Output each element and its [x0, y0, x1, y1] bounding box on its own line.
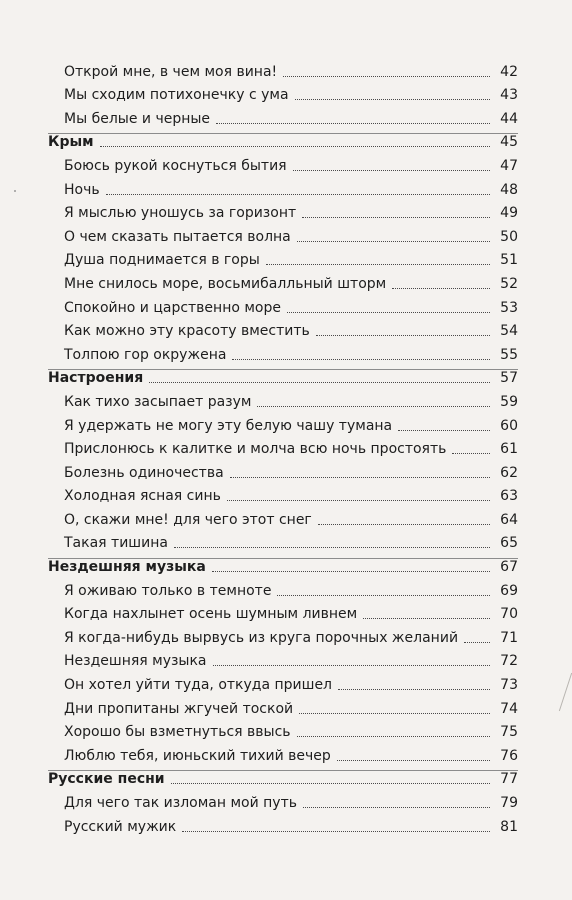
entry-title: Хорошо бы взметнуться ввысь [64, 724, 291, 741]
page-number: 77 [500, 771, 518, 788]
dot-leader [293, 169, 490, 171]
toc-entry [48, 626, 518, 650]
entry-title: Боюсь рукой коснуться бытия [64, 157, 287, 174]
entry-title: Спокойно и царственно море [64, 299, 281, 316]
entry-title: Мы белые и черные [64, 110, 211, 127]
dot-leader [216, 122, 490, 124]
toc-entry [48, 673, 518, 697]
entry-title: Холодная ясная синь [64, 488, 221, 505]
dot-leader [302, 216, 490, 218]
entry-title: Душа поднимается в горы [64, 252, 260, 269]
entry-title: Мне снилось море, восьмибалльный шторм [64, 275, 387, 292]
dot-leader [318, 523, 490, 525]
section-divider [48, 369, 518, 370]
page-number: 67 [500, 559, 518, 576]
dot-leader [452, 452, 490, 454]
section-divider [48, 133, 518, 134]
dot-leader [338, 688, 490, 690]
entry-title: Русский мужик [64, 818, 177, 835]
dot-leader [464, 641, 490, 643]
page-number: 44 [500, 110, 518, 127]
dot-leader [106, 193, 490, 195]
entry-title: О, скажи мне! для чего этот снег [64, 511, 312, 528]
page-number: 61 [500, 441, 518, 458]
toc-entry [48, 154, 518, 178]
toc-entry [48, 225, 518, 249]
entry-title: Я оживаю только в темноте [64, 582, 272, 599]
section-title: Настроения [48, 370, 144, 387]
page-number: 50 [500, 228, 518, 245]
page-number: 62 [500, 464, 518, 481]
entry-title: Люблю тебя, июньский тихий вечер [64, 747, 331, 764]
toc-section [48, 768, 518, 792]
toc-entry [48, 815, 518, 839]
dot-leader [303, 806, 490, 808]
dot-leader [337, 759, 490, 761]
toc-entry [48, 603, 518, 627]
entry-title: Он хотел уйти туда, откуда пришел [64, 677, 333, 694]
toc-entry [48, 508, 518, 532]
entry-title: Прислонюсь к калитке и молча всю ночь простоять [64, 441, 447, 458]
toc-entry [48, 532, 518, 556]
table-of-contents [48, 60, 518, 839]
toc-entry [48, 320, 518, 344]
page-number: 54 [500, 323, 518, 340]
dot-leader [283, 75, 490, 77]
page-number: 60 [500, 417, 518, 434]
toc-entry [48, 744, 518, 768]
entry-title: Я удержать не могу эту белую чашу тумана [64, 417, 393, 434]
paper-mark [559, 673, 572, 711]
page-number: 59 [500, 393, 518, 410]
page-number: 45 [500, 134, 518, 151]
dot-leader [266, 263, 490, 265]
dot-leader [100, 145, 490, 147]
page-number: 55 [500, 346, 518, 363]
page-number: 79 [500, 795, 518, 811]
dot-leader [277, 594, 490, 596]
page-number: 81 [500, 818, 518, 835]
page-number: 63 [500, 488, 518, 505]
toc-entry [48, 579, 518, 603]
dot-leader [297, 240, 490, 242]
page-number: 42 [500, 63, 518, 80]
entry-title: Открой мне, в чем моя вина! [64, 63, 278, 80]
page-number: 65 [500, 535, 518, 552]
entry-title: Как можно эту красоту вместить [64, 323, 310, 340]
page-number: 69 [500, 582, 518, 599]
section-title: Крым [48, 134, 94, 151]
toc-section [48, 131, 518, 155]
dot-leader [230, 476, 490, 478]
toc-entry [48, 697, 518, 721]
toc-entry [48, 485, 518, 509]
page-number: 43 [500, 87, 518, 104]
dot-leader [213, 664, 490, 666]
page-number: 74 [500, 700, 518, 717]
toc-entry [48, 60, 518, 84]
toc-entry [48, 650, 518, 674]
toc-section [48, 367, 518, 391]
entry-title: Такая тишина [64, 535, 168, 552]
toc-section [48, 555, 518, 579]
dot-leader [257, 405, 490, 407]
dot-leader [299, 712, 490, 714]
dot-leader [149, 381, 490, 383]
entry-title: Мы сходим потихонечку с ума [64, 87, 289, 104]
section-title: Русские песни [48, 771, 165, 788]
toc-entry [48, 438, 518, 462]
paper-speck [14, 190, 16, 192]
toc-entry [48, 791, 518, 815]
page-number: 49 [500, 205, 518, 222]
page-number: 47 [500, 157, 518, 174]
entry-title: Когда нахлынет осень шумным ливнем [64, 606, 358, 623]
page-number: 75 [500, 724, 518, 741]
page-number: 53 [500, 299, 518, 316]
page-number: 72 [500, 653, 518, 670]
toc-entry [48, 178, 518, 202]
entry-title: Я когда-нибудь вырвусь из круга порочных желаний [64, 629, 459, 646]
page-number: 71 [500, 629, 518, 646]
entry-title: Для чего так изломан мой путь [64, 795, 297, 811]
dot-leader [287, 311, 490, 313]
entry-title: Ночь [64, 181, 100, 198]
page-number: 52 [500, 275, 518, 292]
page-number: 70 [500, 606, 518, 623]
dot-leader [295, 98, 490, 100]
toc-entry [48, 84, 518, 108]
page-number: 64 [500, 511, 518, 528]
dot-leader [398, 429, 490, 431]
section-divider [48, 770, 518, 771]
toc-entry [48, 272, 518, 296]
page-number: 57 [500, 370, 518, 387]
dot-leader [316, 334, 490, 336]
toc-entry [48, 414, 518, 438]
toc-entry [48, 343, 518, 367]
page-number: 76 [500, 747, 518, 764]
dot-leader [174, 546, 490, 548]
toc-entry [48, 461, 518, 485]
dot-leader [392, 287, 490, 289]
section-divider [48, 558, 518, 559]
toc-entry [48, 296, 518, 320]
entry-title: О чем сказать пытается волна [64, 228, 291, 245]
entry-title: Нездешняя музыка [64, 653, 207, 670]
dot-leader [182, 830, 490, 832]
toc-entry [48, 249, 518, 273]
dot-leader [212, 570, 490, 572]
dot-leader [171, 782, 490, 784]
entry-title: Дни пропитаны жгучей тоской [64, 700, 294, 717]
entry-title: Как тихо засыпает разум [64, 393, 252, 410]
toc-entry [48, 390, 518, 414]
entry-title: Болезнь одиночества [64, 464, 224, 481]
dot-leader [297, 735, 490, 737]
page-number: 51 [500, 252, 518, 269]
page-number: 73 [500, 677, 518, 694]
toc-entry [48, 202, 518, 226]
dot-leader [363, 617, 490, 619]
toc-entry [48, 107, 518, 131]
toc-entry [48, 721, 518, 745]
entry-title: Толпою гор окружена [64, 346, 227, 363]
page-number: 48 [500, 181, 518, 198]
dot-leader [232, 358, 490, 360]
entry-title: Я мыслью уношусь за горизонт [64, 205, 297, 222]
dot-leader [227, 499, 490, 501]
section-title: Нездешняя музыка [48, 559, 206, 576]
